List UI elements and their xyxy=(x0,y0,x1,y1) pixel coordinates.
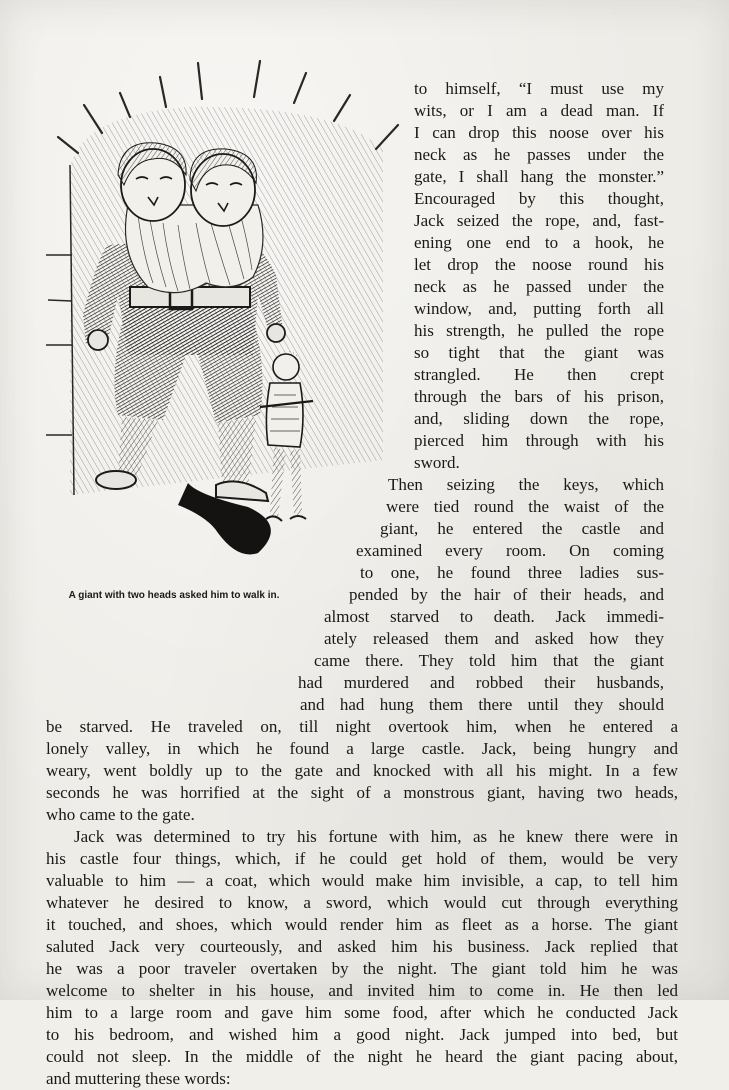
text-line: almost starved to death. Jack immedi- xyxy=(324,607,664,626)
two-headed-giant-picture xyxy=(38,55,410,565)
text-line: ening one end to a hook, he xyxy=(414,233,664,252)
text-line: his castle four things, which, if he could get hold of them, would be very xyxy=(46,849,678,868)
text-line: sword. xyxy=(414,453,460,472)
text-line: examined every room. On coming xyxy=(356,541,664,560)
text-line: I can drop this noose over his xyxy=(414,123,664,142)
giant-illustration xyxy=(38,55,410,565)
text-line: weary, went boldly up to the gate and knocked with all his might. In a few xyxy=(46,761,678,780)
text-line: seconds he was horrified at the sight of a monstrous giant, having two heads, xyxy=(46,783,678,802)
text-line: saluted Jack very courteously, and asked him his business. Jack replied that xyxy=(46,937,678,956)
text-line: wits, or I am a dead man. If xyxy=(414,101,664,120)
text-line: came there. They told him that the giant xyxy=(314,651,664,670)
text-line: giant, he entered the castle and xyxy=(380,519,664,538)
text-line: strangled. He then crept xyxy=(414,365,664,384)
text-line: who came to the gate. xyxy=(46,805,195,824)
text-line: to his bedroom, and wished him a good night. Jack jumped into bed, but xyxy=(46,1025,678,1044)
text-line: it touched, and shoes, which would render him as fleet as a horse. The giant xyxy=(46,915,678,934)
text-line: and had hung them there until they should xyxy=(300,695,664,714)
text-line: ately released them and asked how they xyxy=(324,629,664,648)
text-line: Jack seized the rope, and, fast- xyxy=(414,211,664,230)
text-line: gate, I shall hang the monster.” xyxy=(414,167,664,186)
text-line: his strength, he pulled the rope xyxy=(414,321,664,340)
text-line: him to a large room and gave him some food, after which he conducted Jack xyxy=(46,1003,678,1022)
text-line: to one, he found three ladies sus- xyxy=(360,563,664,582)
text-line: to himself, “I must use my xyxy=(414,79,664,98)
text-line: Jack was determined to try his fortune with him, as he knew there were in xyxy=(74,827,678,846)
text-line: valuable to him — a coat, which would make him invisible, a cap, to tell him xyxy=(46,871,678,890)
text-line: pierced him through with his xyxy=(414,431,664,450)
text-line: had murdered and robbed their husbands, xyxy=(298,673,664,692)
text-line: and, sliding down the rope, xyxy=(414,409,664,428)
text-line: through the bars of his prison, xyxy=(414,387,664,406)
text-line: he was a poor traveler overtaken by the night. The giant told him he was xyxy=(46,959,678,978)
text-line: so tight that the giant was xyxy=(414,343,664,362)
text-line: neck as he passes under the xyxy=(414,145,664,164)
text-line: and muttering these words: xyxy=(46,1069,231,1088)
text-line: Then seizing the keys, which xyxy=(388,475,664,494)
text-line: could not sleep. In the middle of the night he heard the giant pacing about, xyxy=(46,1047,678,1066)
text-line: lonely valley, in which he found a large castle. Jack, being hungry and xyxy=(46,739,678,758)
text-line: be starved. He traveled on, till night overtook him, when he entered a xyxy=(46,717,678,736)
text-line: whatever he desired to know, a sword, which would cut through everything xyxy=(46,893,678,912)
text-line: welcome to shelter in his house, and invited him to come in. He then led xyxy=(46,981,678,1000)
illustration-caption: A giant with two heads asked him to walk in. xyxy=(68,590,280,601)
text-line: Encouraged by this thought, xyxy=(414,189,664,208)
text-line: window, and, putting forth all xyxy=(414,299,664,318)
text-line: neck as he passed under the xyxy=(414,277,664,296)
text-line: let drop the noose round his xyxy=(414,255,664,274)
text-line: were tied round the waist of the xyxy=(386,497,664,516)
text-line: pended by the hair of their heads, and xyxy=(349,585,664,604)
